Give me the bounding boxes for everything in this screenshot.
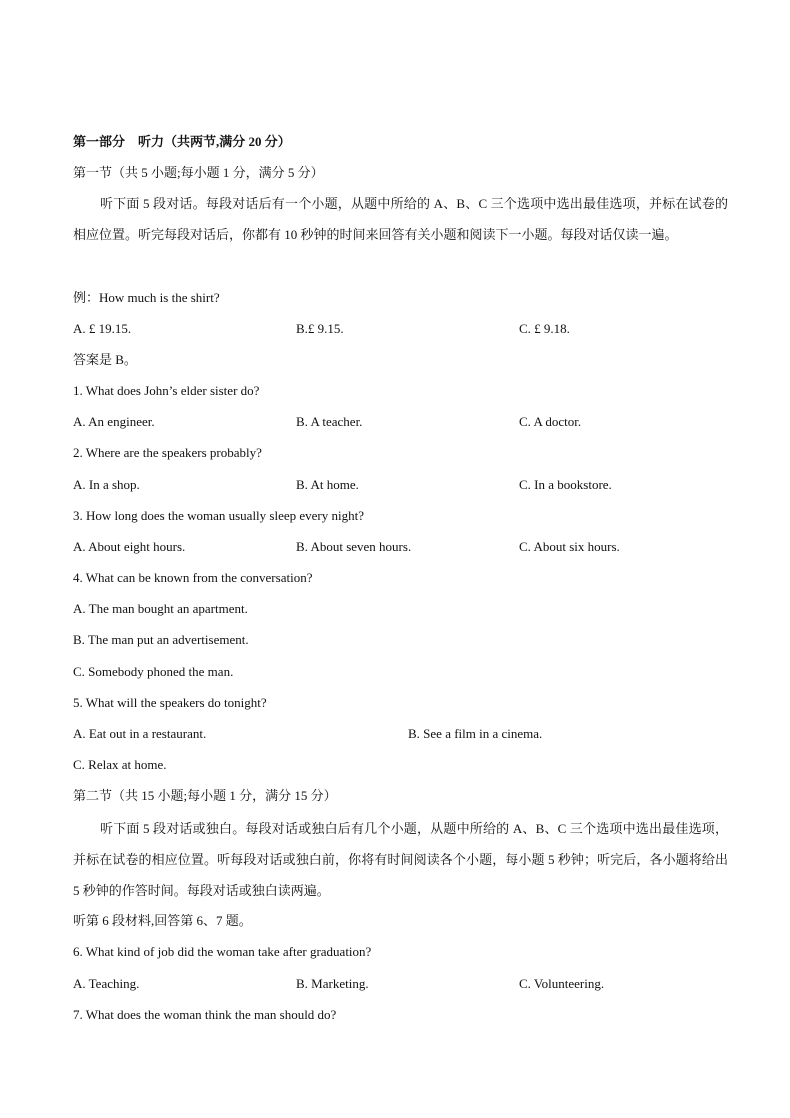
q4-option-a: A. The man bought an apartment. bbox=[73, 601, 248, 616]
part1-heading: 第一部分 听力（共两节,满分 20 分） bbox=[73, 134, 291, 149]
question-4: 4. What can be known from the conversation? bbox=[73, 570, 313, 585]
q4-option-b: B. The man put an advertisement. bbox=[73, 632, 249, 647]
question-1: 1. What does John’s elder sister do? bbox=[73, 383, 260, 398]
q4-option-c: C. Somebody phoned the man. bbox=[73, 664, 234, 679]
q3-option-a: A. About eight hours. bbox=[73, 539, 186, 554]
material-6-note: 听第 6 段材料,回答第 6、7 题。 bbox=[73, 913, 252, 928]
example-option-c: C. £ 9.18. bbox=[519, 321, 570, 336]
q1-option-a: A. An engineer. bbox=[73, 414, 155, 429]
section2-heading: 第二节（共 15 小题;每小题 1 分，满分 15 分） bbox=[73, 788, 337, 803]
q3-option-b: B. About seven hours. bbox=[296, 539, 412, 554]
q6-option-c: C. Volunteering. bbox=[519, 976, 605, 991]
q2-option-c: C. In a bookstore. bbox=[519, 477, 612, 492]
q2-option-b: B. At home. bbox=[296, 477, 359, 492]
q5-option-b: B. See a film in a cinema. bbox=[408, 726, 543, 741]
q5-option-c: C. Relax at home. bbox=[73, 757, 167, 772]
q6-option-b: B. Marketing. bbox=[296, 976, 369, 991]
example-question: 例：How much is the shirt? bbox=[73, 290, 220, 305]
q5-option-a: A. Eat out in a restaurant. bbox=[73, 726, 207, 741]
question-6: 6. What kind of job did the woman take after graduation? bbox=[73, 944, 372, 959]
example-option-a: A. £ 19.15. bbox=[73, 321, 132, 336]
section1-heading: 第一节（共 5 小题;每小题 1 分，满分 5 分） bbox=[73, 165, 324, 180]
q6-option-a: A. Teaching. bbox=[73, 976, 140, 991]
section2-instructions: 听下面 5 段对话或独白。每段对话或独白后有几个小题，从题中所给的 A、B、C 三个选项中选出最佳选项，并标在试卷的相应位置。听每段对话或独白前，你将有时间阅读各个小题，每小题 5 秒钟；听完后，各小题将给出 5 秒钟的作答时间。每段对话或独白读两遍。 bbox=[73, 821, 728, 898]
question-3: 3. How long does the woman usually sleep every night? bbox=[73, 508, 364, 523]
question-2: 2. Where are the speakers probably? bbox=[73, 445, 262, 460]
section1-instructions: 听下面 5 段对话。每段对话后有一个小题，从题中所给的 A、B、C 三个选项中选出最佳选项，并标在试卷的相应位置。听完每段对话后，你都有 10 秒钟的时间来回答有关小题和阅读下一小题。每段对话仅读一遍。 bbox=[73, 196, 728, 242]
question-5: 5. What will the speakers do tonight? bbox=[73, 695, 267, 710]
q1-option-c: C. A doctor. bbox=[519, 414, 582, 429]
q3-option-c: C. About six hours. bbox=[519, 539, 620, 554]
q1-option-b: B. A teacher. bbox=[296, 414, 363, 429]
example-answer: 答案是 B。 bbox=[73, 352, 137, 367]
example-option-b: B.£ 9.15. bbox=[296, 321, 344, 336]
question-7: 7. What does the woman think the man should do? bbox=[73, 1007, 337, 1022]
q2-option-a: A. In a shop. bbox=[73, 477, 140, 492]
